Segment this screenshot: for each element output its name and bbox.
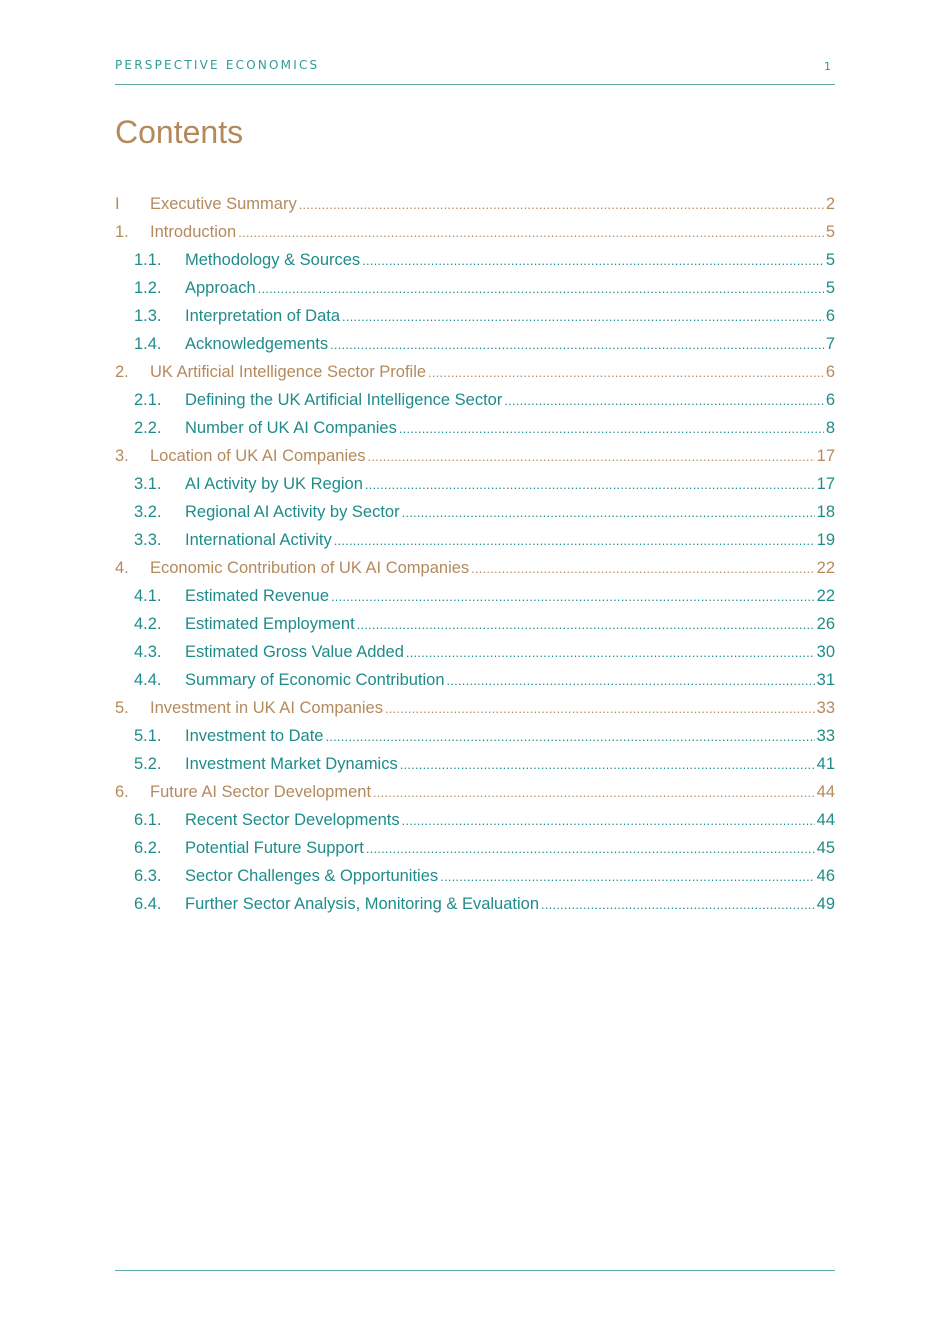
toc-entry-page: 6	[825, 363, 835, 381]
toc-entry-page: 26	[816, 615, 835, 633]
toc-entry-number: 2.	[115, 363, 129, 381]
toc-entry-label: Recent Sector Developments	[185, 811, 400, 829]
toc-entry-label: Investment Market Dynamics	[185, 755, 398, 773]
toc-entry-label: Methodology & Sources	[185, 251, 361, 269]
toc-entry-number: 6.2.	[134, 839, 162, 857]
toc-entry-number: 1.	[115, 223, 129, 241]
toc-entry-number: 1.3.	[134, 307, 162, 325]
toc-entry-number: 4.1.	[134, 587, 162, 605]
toc-leader-dots	[331, 582, 815, 611]
toc-entry-page: 44	[816, 783, 835, 801]
toc-entry-page: 30	[816, 643, 835, 661]
toc-leader-dots	[402, 806, 815, 835]
toc-entry-label: UK Artificial Intelligence Sector Profile	[150, 363, 427, 381]
toc-entry-label: Estimated Employment	[185, 615, 355, 633]
toc-entry-label: Approach	[185, 279, 256, 297]
page-number: 1	[824, 60, 831, 73]
toc-entry-number: 1.1.	[134, 251, 162, 269]
toc-entry-page: 8	[825, 419, 835, 437]
toc-leader-dots	[326, 722, 815, 751]
toc-entry[interactable]	[115, 610, 835, 638]
toc-entry[interactable]	[115, 386, 835, 414]
toc-leader-dots	[400, 750, 815, 779]
toc-leader-dots	[366, 834, 815, 863]
toc-entry[interactable]	[115, 694, 835, 722]
toc-entry[interactable]	[115, 806, 835, 834]
toc-entry-page: 6	[825, 307, 835, 325]
toc-leader-dots	[365, 470, 815, 499]
toc-entry[interactable]	[115, 722, 835, 750]
toc-leader-dots	[428, 358, 824, 387]
toc-entry-page: 17	[816, 475, 835, 493]
toc-entry-page: 31	[816, 671, 835, 689]
toc-entry-label: Summary of Economic Contribution	[185, 671, 445, 689]
toc-leader-dots	[334, 526, 815, 555]
toc-entry-label: Sector Challenges & Opportunities	[185, 867, 439, 885]
toc-entry-number: 5.	[115, 699, 129, 717]
toc-entry-number: 5.1.	[134, 727, 162, 745]
toc-entry-number: 1.4.	[134, 335, 162, 353]
toc-entry[interactable]	[115, 526, 835, 554]
toc-entry-page: 5	[825, 223, 835, 241]
toc-entry-number: 4.2.	[134, 615, 162, 633]
toc-entry[interactable]	[115, 358, 835, 386]
toc-entry-page: 5	[825, 279, 835, 297]
toc-entry[interactable]	[115, 330, 835, 358]
toc-entry[interactable]	[115, 750, 835, 778]
toc-entry-number: 4.4.	[134, 671, 162, 689]
toc-entry[interactable]	[115, 218, 835, 246]
toc-leader-dots	[373, 778, 815, 807]
toc-leader-dots	[342, 302, 824, 331]
toc-entry[interactable]	[115, 246, 835, 274]
toc-entry[interactable]	[115, 470, 835, 498]
toc-entry-label: Acknowledgements	[185, 335, 329, 353]
toc-leader-dots	[399, 414, 824, 443]
toc-entry[interactable]	[115, 442, 835, 470]
toc-entry-label: Executive Summary	[150, 195, 297, 213]
toc-entry-number: 6.	[115, 783, 129, 801]
toc-entry-page: 5	[825, 251, 835, 269]
toc-entry-page: 49	[816, 895, 835, 913]
toc-entry-page: 22	[816, 559, 835, 577]
toc-entry-number: 2.1.	[134, 391, 162, 409]
toc-entry-label: Defining the UK Artificial Intelligence Sector	[185, 391, 503, 409]
toc-leader-dots	[440, 862, 815, 891]
toc-leader-dots	[385, 694, 815, 723]
toc-leader-dots	[406, 638, 815, 667]
toc-entry[interactable]	[115, 862, 835, 890]
toc-entry-page: 33	[816, 699, 835, 717]
page-header	[115, 58, 835, 85]
toc-entry-number: 3.1.	[134, 475, 162, 493]
toc-entry-number: 6.3.	[134, 867, 162, 885]
toc-entry-page: 17	[816, 447, 835, 465]
toc-entry-page: 44	[816, 811, 835, 829]
toc-entry-page: 6	[825, 391, 835, 409]
toc-entry-label: Interpretation of Data	[185, 307, 341, 325]
toc-entry-page: 18	[816, 503, 835, 521]
toc-entry-page: 45	[816, 839, 835, 857]
toc-entry-label: Future AI Sector Development	[150, 783, 372, 801]
toc-leader-dots	[402, 498, 815, 527]
toc-entry-label: Regional AI Activity by Sector	[185, 503, 400, 521]
page-title: Contents	[115, 114, 244, 150]
toc-entry-number: 6.4.	[134, 895, 162, 913]
toc-leader-dots	[362, 246, 824, 275]
toc-entry[interactable]	[115, 302, 835, 330]
toc-entry[interactable]	[115, 834, 835, 862]
toc-entry[interactable]	[115, 638, 835, 666]
toc-entry-label: Investment to Date	[185, 727, 324, 745]
toc-entry[interactable]	[115, 890, 835, 918]
toc-entry[interactable]	[115, 582, 835, 610]
toc-entry[interactable]	[115, 190, 835, 218]
toc-entry-label: Potential Future Support	[185, 839, 364, 857]
toc-entry-number: 3.3.	[134, 531, 162, 549]
toc-entry-page: 22	[816, 587, 835, 605]
toc-entry[interactable]	[115, 414, 835, 442]
toc-entry-number: I	[115, 195, 120, 213]
toc-entry-label: Introduction	[150, 223, 237, 241]
toc-entry-label: International Activity	[185, 531, 332, 549]
toc-entry-number: 3.2.	[134, 503, 162, 521]
toc-leader-dots	[471, 554, 814, 583]
toc-entry-label: Estimated Revenue	[185, 587, 329, 605]
toc-leader-dots	[299, 190, 824, 219]
toc-entry-number: 6.1.	[134, 811, 162, 829]
toc-leader-dots	[357, 610, 815, 639]
toc-entry-page: 2	[825, 195, 835, 213]
toc-entry-page: 19	[816, 531, 835, 549]
brand-name: PERSPECTIVE ECONOMICS	[115, 58, 320, 72]
toc-entry[interactable]	[115, 554, 835, 582]
toc-entry-page: 41	[816, 755, 835, 773]
toc-entry-label: Investment in UK AI Companies	[150, 699, 383, 717]
toc-entry-page: 33	[816, 727, 835, 745]
toc-entry-number: 1.2.	[134, 279, 162, 297]
toc-entry-label: Further Sector Analysis, Monitoring & Evaluation	[185, 895, 540, 913]
toc-entry-number: 3.	[115, 447, 129, 465]
toc-leader-dots	[541, 890, 815, 919]
toc-leader-dots	[447, 666, 815, 695]
toc-entry[interactable]	[115, 778, 835, 806]
toc-entry-label: Economic Contribution of UK AI Companies	[150, 559, 470, 577]
toc-leader-dots	[238, 218, 824, 247]
toc-entry-number: 4.	[115, 559, 129, 577]
toc-entry[interactable]	[115, 498, 835, 526]
toc-leader-dots	[258, 274, 824, 303]
toc-leader-dots	[368, 442, 815, 471]
toc-entry[interactable]	[115, 274, 835, 302]
toc-entry-label: Location of UK AI Companies	[150, 447, 366, 465]
footer-divider	[115, 1270, 835, 1271]
toc-leader-dots	[330, 330, 824, 359]
toc-entry-page: 46	[816, 867, 835, 885]
toc-entry-label: AI Activity by UK Region	[185, 475, 363, 493]
toc-leader-dots	[504, 386, 823, 415]
toc-entry-number: 5.2.	[134, 755, 162, 773]
toc-entry-number: 4.3.	[134, 643, 162, 661]
toc-entry-number: 2.2.	[134, 419, 162, 437]
toc-entry[interactable]	[115, 666, 835, 694]
toc-entry-label: Estimated Gross Value Added	[185, 643, 404, 661]
toc-entry-page: 7	[825, 335, 835, 353]
toc-entry-label: Number of UK AI Companies	[185, 419, 397, 437]
